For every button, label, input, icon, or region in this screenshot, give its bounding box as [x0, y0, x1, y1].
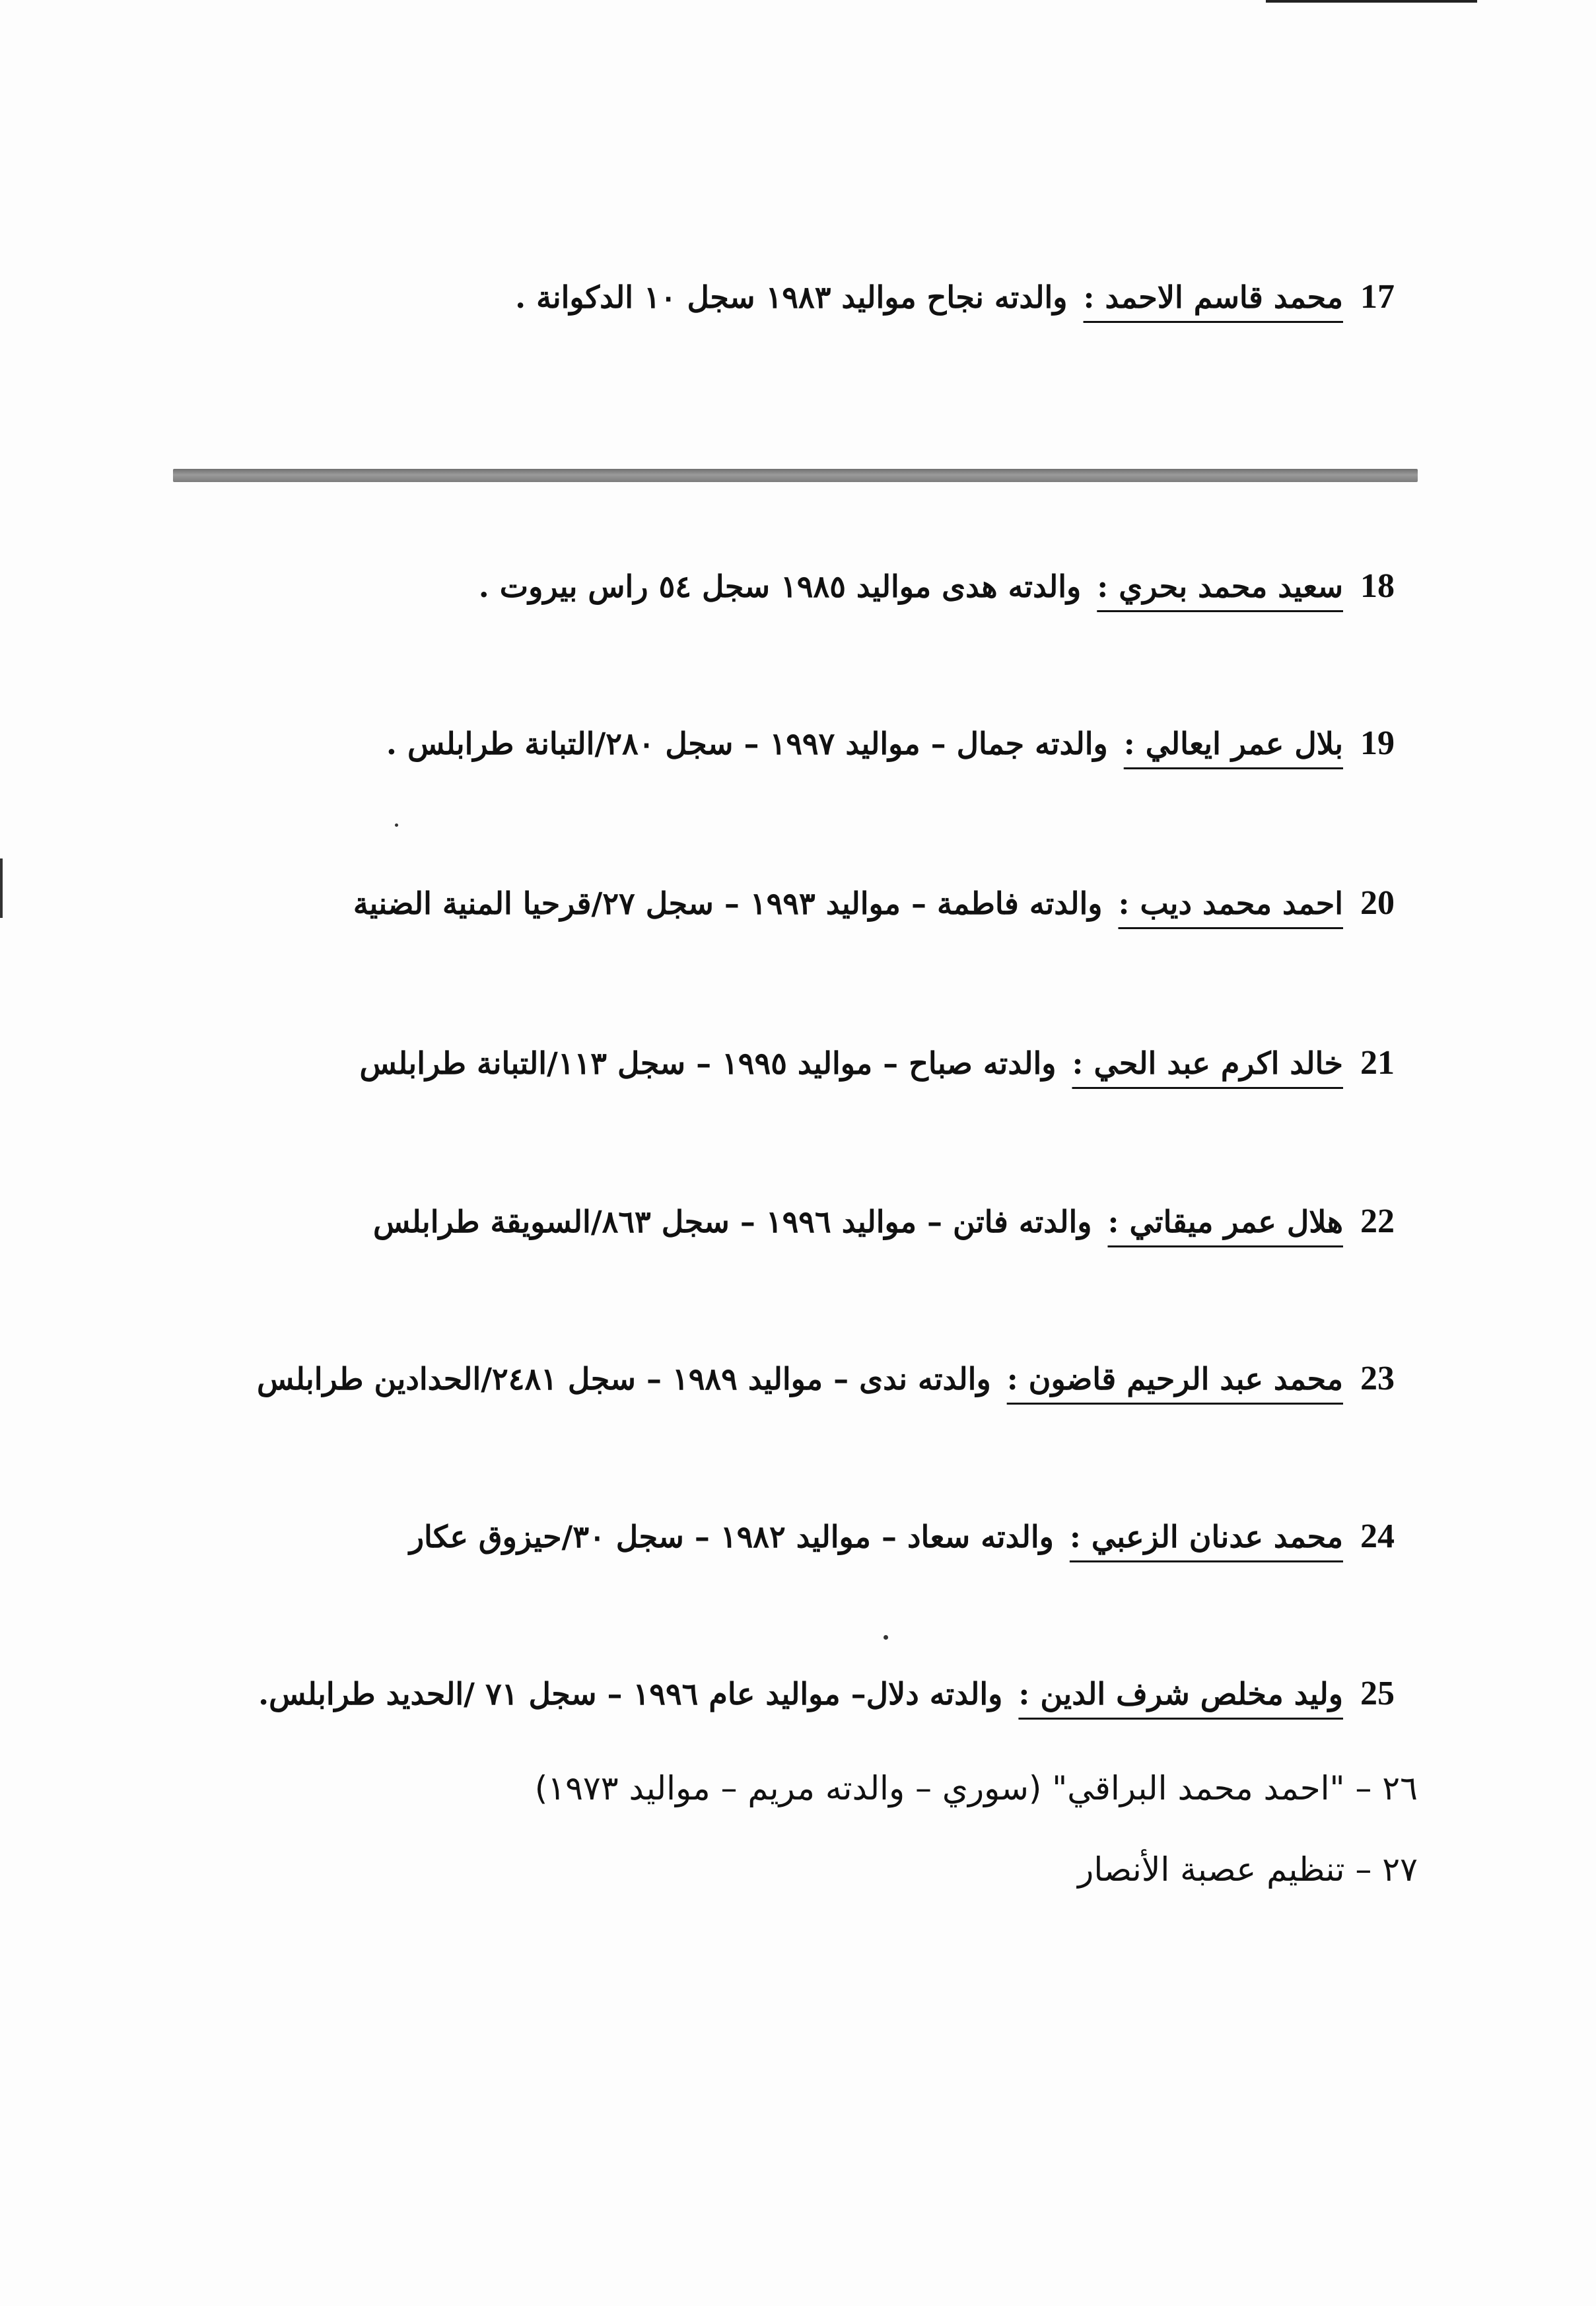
- entry-number: 19: [1360, 724, 1395, 762]
- entry-name: هلال عمر ميقاتي :: [1107, 1204, 1343, 1240]
- scan-speck: [395, 823, 398, 827]
- list-entry-21: [107, 1040, 1395, 1086]
- scan-speck: [884, 1635, 888, 1640]
- entry-detail: والدته سعاد – مواليد ١٩٨٢ – سجل ٣٠/حيزوق عكار: [409, 1519, 1054, 1555]
- scan-edge-left: [0, 858, 3, 918]
- list-entry-24: [107, 1514, 1395, 1560]
- entry-name: سعيد محمد بحري :: [1097, 569, 1343, 604]
- plain-line-27: ٢٧ – تنظيم عصبة الأنصار: [1078, 1850, 1418, 1889]
- separator-bar: [173, 469, 1418, 482]
- entry-number: 18: [1360, 567, 1395, 605]
- entry-number: 21: [1360, 1044, 1395, 1082]
- entry-detail: والدته فاطمة – مواليد ١٩٩٣ – سجل ٢٧/قرحيا المنية الضنية: [353, 886, 1103, 921]
- list-entry-19: [107, 720, 1395, 767]
- entry-detail: والدته دلال– مواليد عام ١٩٩٦ – سجل ٧١ /الحديد طرابلس.: [258, 1676, 1003, 1712]
- entry-name: محمد عبد الرحيم قاضون :: [1006, 1361, 1343, 1397]
- entry-number: 20: [1360, 884, 1395, 922]
- plain-line-26: ٢٦ – "احمد محمد البراقي" (سوري – والدته مريم – مواليد ١٩٧٣): [534, 1769, 1418, 1807]
- list-entry-22: [107, 1199, 1395, 1245]
- entry-detail: والدته نجاح مواليد ١٩٨٣ سجل ١٠ الدكوانة .: [515, 279, 1068, 315]
- entry-detail: والدته فاتن – مواليد ١٩٩٦ – سجل ٨٦٣/السويقة طرابلس: [373, 1204, 1092, 1240]
- list-entry-18: [107, 563, 1395, 610]
- entry-number: 22: [1360, 1203, 1395, 1240]
- entry-number: 23: [1360, 1360, 1395, 1397]
- entry-detail: والدته صباح – مواليد ١٩٩٥ – سجل ١١٣/التبانة طرابلس: [359, 1045, 1057, 1081]
- entry-detail: والدته جمال – مواليد ١٩٩٧ – سجل ٢٨٠/التبانة طرابلس .: [386, 726, 1108, 761]
- entry-number: 24: [1360, 1518, 1395, 1555]
- list-entry-23: [107, 1356, 1395, 1402]
- entry-name: محمد قاسم الاحمد :: [1083, 279, 1343, 315]
- list-entry-25: [107, 1671, 1395, 1717]
- entry-number: 17: [1360, 278, 1395, 316]
- scan-edge-top: [1266, 0, 1477, 3]
- entry-name: بلال عمر ايعالي :: [1123, 726, 1343, 761]
- entry-name: وليد مخلص شرف الدين :: [1018, 1676, 1343, 1712]
- entry-number: 25: [1360, 1675, 1395, 1712]
- list-entry-20: [107, 880, 1395, 926]
- entry-detail: والدته ندى – مواليد ١٩٨٩ – سجل ٢٤٨١/الحدادين طرابلس: [257, 1361, 991, 1397]
- list-entry-17: [107, 274, 1395, 320]
- entry-name: محمد عدنان الزعبي :: [1069, 1519, 1343, 1555]
- entry-detail: والدته هدى مواليد ١٩٨٥ سجل ٥٤ راس بيروت .: [478, 569, 1082, 604]
- entry-name: احمد محمد ديب :: [1118, 886, 1343, 921]
- entry-name: خالد اكرم عبد الحي :: [1072, 1045, 1343, 1081]
